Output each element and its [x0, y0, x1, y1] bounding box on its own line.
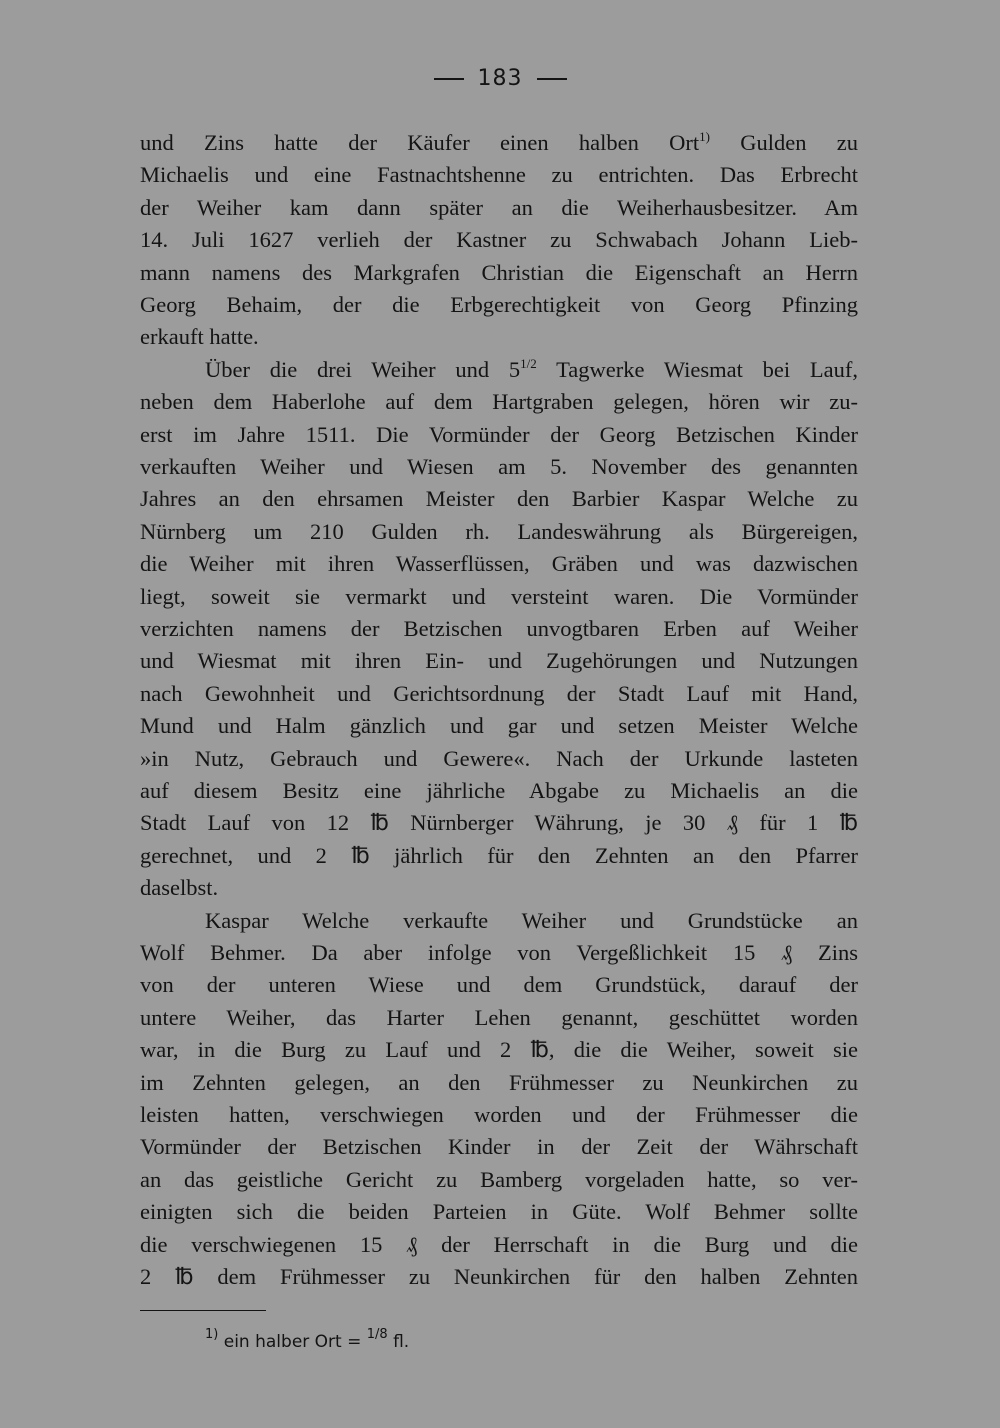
text-line	[205, 905, 858, 937]
text-line	[140, 1002, 858, 1034]
text-run: Wolf Behmer. Da aber infolge von Vergeßlichkeit 15 ₰ Zins	[140, 940, 858, 965]
text-run: die Weiher mit ihren Wasserflüssen, Gräben und was dazwischen	[140, 551, 858, 577]
page-number-dash-left	[434, 78, 464, 80]
text-run: erst im Jahre 1511. Die Vormünder der Georg Betzischen Kinder	[140, 421, 858, 447]
text-run: auf diesem Besitz eine jährliche Abgabe zu Michaelis an die	[140, 778, 858, 803]
text-line	[140, 483, 858, 515]
text-line	[140, 807, 858, 839]
text-run: mann namens des Markgrafen Christian die Eigenschaft an Herrn	[140, 259, 858, 285]
text-run: verkauften Weiher und Wiesen am 5. November des genannten	[140, 454, 858, 479]
text-line	[140, 1164, 858, 1196]
text-line	[140, 581, 858, 613]
text-run: Jahres an den ehrsamen Meister den Barbier Kaspar Welche zu	[140, 486, 858, 512]
footnote-marker: 1)	[205, 1327, 219, 1342]
text-line	[140, 645, 858, 677]
footnote-text: ein halber Ort =	[218, 1332, 367, 1352]
text-run: von der unteren Wiese und dem Grundstück, darauf der	[140, 972, 858, 998]
text-run: gerechnet, und 2 ℔ jährlich für den Zehnten an den Pfarrer	[140, 842, 858, 868]
text-line	[140, 257, 858, 289]
text-line	[140, 159, 858, 191]
text-run: daselbst.	[140, 875, 219, 901]
footnote-fraction: 1/8	[366, 1327, 388, 1342]
text-run: Nürnberg um 210 Gulden rh. Landeswährung als Bürgereigen,	[140, 518, 858, 544]
text-run: und Zins hatte der Käufer einen halben Ort	[140, 130, 700, 155]
text-line	[140, 419, 858, 451]
text-line	[140, 451, 858, 483]
text-run: Über die drei Weiher und 5	[205, 356, 521, 382]
text-line	[140, 1034, 858, 1066]
text-line	[140, 1196, 858, 1228]
text-run: verzichten namens der Betzischen unvogtbaren Erben auf Weiher	[140, 616, 858, 641]
footnote-unit: fl.	[387, 1332, 410, 1352]
text-run: erkauft hatte.	[140, 324, 259, 350]
text-run: 14. Juli 1627 verlieh der Kastner zu Schwabach Johann Lieb-	[140, 227, 858, 253]
text-line	[140, 872, 858, 904]
text-run: 2 ℔ dem Frühmesser zu Neunkirchen für den halben Zehnten	[140, 1264, 858, 1289]
text-line	[140, 224, 858, 256]
text-line	[140, 289, 858, 321]
text-run: Gulden zu	[710, 130, 858, 155]
text-run: Stadt Lauf von 12 ℔ Nürnberger Währung, je 30 ₰ für 1 ℔	[140, 810, 858, 836]
text-run: Tagwerke Wiesmat bei Lauf,	[536, 356, 858, 382]
text-run: liegt, soweit sie vermarkt und versteint waren. Die Vormünder	[140, 583, 858, 609]
text-line	[140, 613, 858, 645]
text-line	[140, 321, 858, 353]
text-line	[140, 548, 858, 580]
text-line	[140, 678, 858, 710]
text-line	[205, 354, 858, 386]
text-run: leisten hatten, verschwiegen worden und der Frühmesser die	[140, 1102, 858, 1127]
text-line	[140, 386, 858, 418]
text-line	[140, 937, 858, 969]
text-run: »in Nutz, Gebrauch und Gewere«. Nach der Urkunde lasteten	[140, 745, 858, 771]
page-number: 183	[0, 66, 1000, 91]
text-line	[140, 1099, 858, 1131]
text-line	[140, 710, 858, 742]
text-run: untere Weiher, das Harter Lehen genannt, geschüttet worden	[140, 1004, 858, 1030]
text-line	[140, 1261, 858, 1293]
text-line	[140, 969, 858, 1001]
text-run: Vormünder der Betzischen Kinder in der Zeit der Währschaft	[140, 1134, 858, 1160]
superscript: 1)	[699, 129, 710, 144]
text-line	[140, 1067, 858, 1099]
text-line	[140, 192, 858, 224]
text-line	[140, 840, 858, 872]
text-run: an das geistliche Gericht zu Bamberg vorgeladen hatte, so ver-	[140, 1166, 858, 1192]
footnote-rule	[140, 1310, 266, 1311]
text-run: war, in die Burg zu Lauf und 2 ℔, die die Weiher, soweit sie	[140, 1037, 858, 1063]
text-line	[140, 1131, 858, 1163]
text-line	[140, 775, 858, 807]
superscript: 1/2	[520, 355, 537, 371]
text-run: nach Gewohnheit und Gerichtsordnung der Stadt Lauf mit Hand,	[140, 680, 858, 706]
text-run: Michaelis und eine Fastnachtshenne zu entrichten. Das Erbrecht	[140, 162, 858, 188]
page-number-dash-right	[537, 78, 567, 80]
text-run: die verschwiegenen 15 ₰ der Herrschaft in die Burg und die	[140, 1231, 858, 1257]
text-run: der Weiher kam dann später an die Weiherhausbesitzer. Am	[140, 194, 858, 220]
text-run: im Zehnten gelegen, an den Frühmesser zu Neunkirchen zu	[140, 1069, 858, 1095]
text-run: und Wiesmat mit ihren Ein- und Zugehörungen und Nutzungen	[140, 648, 858, 674]
text-line	[140, 516, 858, 548]
text-run: Georg Behaim, der die Erbgerechtigkeit von Georg Pfinzing	[140, 292, 858, 317]
text-run: Kaspar Welche verkaufte Weiher und Grundstücke an	[205, 907, 858, 933]
footnote	[205, 1327, 410, 1352]
text-line	[140, 127, 858, 159]
text-run: neben dem Haberlohe auf dem Hartgraben gelegen, hören wir zu-	[140, 389, 858, 415]
text-line	[140, 1229, 858, 1261]
text-run: Mund und Halm gänzlich und gar und setzen Meister Welche	[140, 713, 858, 739]
text-run: einigten sich die beiden Parteien in Güte. Wolf Behmer sollte	[140, 1199, 858, 1225]
text-line	[140, 743, 858, 775]
